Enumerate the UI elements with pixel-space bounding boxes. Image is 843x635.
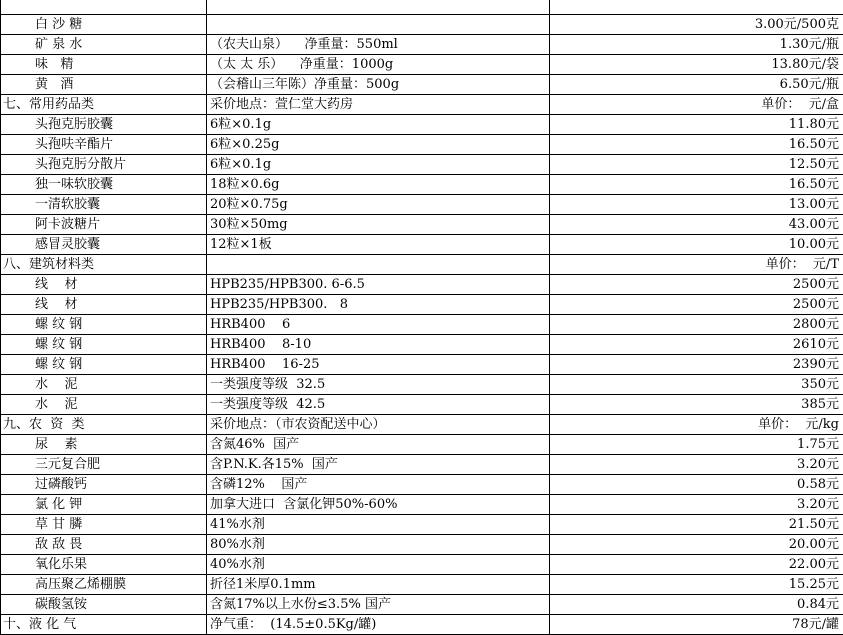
spec-cell[interactable]: 40%水剂 bbox=[207, 555, 550, 575]
spec-cell[interactable]: HRB400 8-10 bbox=[207, 335, 550, 355]
table-row bbox=[1, 115, 843, 135]
spec-cell[interactable]: 一类强度等级 42.5 bbox=[207, 395, 550, 415]
price-cell[interactable]: 350元 bbox=[550, 375, 843, 395]
table-row bbox=[1, 275, 843, 295]
table-row bbox=[1, 195, 843, 215]
table-row bbox=[1, 555, 843, 575]
table-row bbox=[1, 175, 843, 195]
table-row bbox=[1, 235, 843, 255]
item-name-cell[interactable]: 氧化乐果 bbox=[1, 555, 207, 575]
price-cell[interactable]: 21.50元 bbox=[550, 515, 843, 535]
table-row bbox=[1, 0, 843, 15]
table-row bbox=[1, 55, 843, 75]
table-row bbox=[1, 355, 843, 375]
table-row bbox=[1, 35, 843, 55]
item-name-cell[interactable]: 矿 泉 水 bbox=[1, 35, 207, 55]
table-row bbox=[1, 335, 843, 355]
price-cell[interactable]: 22.00元 bbox=[550, 555, 843, 575]
table-row bbox=[1, 315, 843, 335]
category-row bbox=[1, 95, 843, 115]
spec-cell[interactable]: 6粒×0.1g bbox=[207, 115, 550, 135]
price-cell[interactable]: 2390元 bbox=[550, 355, 843, 375]
spec-cell[interactable]: 采价地点：萱仁堂大药房 bbox=[207, 95, 550, 115]
item-name-cell[interactable]: 线 材 bbox=[1, 295, 207, 315]
table-row bbox=[1, 395, 843, 415]
spec-cell[interactable]: 6粒×0.1g bbox=[207, 155, 550, 175]
spec-cell[interactable]: 含P.N.K.各15% 国产 bbox=[207, 455, 550, 475]
price-cell[interactable]: 11.80元 bbox=[550, 115, 843, 135]
price-cell[interactable]: 13.80元/袋 bbox=[550, 55, 843, 75]
price-cell[interactable]: 1.30元/瓶 bbox=[550, 35, 843, 55]
item-name-cell[interactable]: 碳酸氢铵 bbox=[1, 595, 207, 615]
price-cell[interactable]: 385元 bbox=[550, 395, 843, 415]
price-cell[interactable]: 20.00元 bbox=[550, 535, 843, 555]
item-name-cell[interactable]: 螺 纹 钢 bbox=[1, 335, 207, 355]
category-cell[interactable]: 八、建筑材料类 bbox=[1, 255, 207, 275]
spec-cell[interactable]: （农夫山泉） 净重量：550ml bbox=[207, 35, 550, 55]
spec-cell[interactable]: 含氮46% 国产 bbox=[207, 435, 550, 455]
item-name-cell[interactable]: 头孢克肟胶囊 bbox=[1, 115, 207, 135]
spec-cell[interactable]: 含磷12% 国产 bbox=[207, 475, 550, 495]
spec-cell[interactable]: HPB235/HPB300. 6-6.5 bbox=[207, 275, 550, 295]
table-row bbox=[1, 515, 843, 535]
spec-cell[interactable]: 含氮17%以上水份≤3.5% 国产 bbox=[207, 595, 550, 615]
price-cell[interactable]: 2500元 bbox=[550, 275, 843, 295]
price-cell[interactable]: 2610元 bbox=[550, 335, 843, 355]
price-cell[interactable]: 单价： 元/kg bbox=[550, 415, 843, 435]
price-cell[interactable]: 0.58元 bbox=[550, 475, 843, 495]
spec-cell[interactable]: 一类强度等级 32.5 bbox=[207, 375, 550, 395]
table-row bbox=[1, 475, 843, 495]
spec-cell[interactable]: 采价地点：（市农资配送中心） bbox=[207, 415, 550, 435]
item-name-cell[interactable]: 独一味软胶囊 bbox=[1, 175, 207, 195]
spec-cell[interactable] bbox=[207, 15, 550, 35]
spec-cell[interactable]: 折径1米厚0.1mm bbox=[207, 575, 550, 595]
spec-cell[interactable] bbox=[207, 0, 550, 15]
price-cell[interactable]: 单价： 元/盒 bbox=[550, 95, 843, 115]
item-name-cell[interactable]: 线 材 bbox=[1, 275, 207, 295]
price-cell[interactable]: 16.50元 bbox=[550, 175, 843, 195]
price-cell[interactable]: 78元/罐 bbox=[550, 615, 843, 635]
spec-cell[interactable]: 80%水剂 bbox=[207, 535, 550, 555]
spec-cell[interactable]: 18粒×0.6g bbox=[207, 175, 550, 195]
item-name-cell[interactable]: 阿卡波糖片 bbox=[1, 215, 207, 235]
price-cell[interactable]: 1.75元 bbox=[550, 435, 843, 455]
item-name-cell[interactable]: 螺 纹 钢 bbox=[1, 355, 207, 375]
item-name-cell[interactable]: 过磷酸钙 bbox=[1, 475, 207, 495]
price-cell[interactable]: 2800元 bbox=[550, 315, 843, 335]
item-name-cell[interactable]: 尿 素 bbox=[1, 435, 207, 455]
price-cell[interactable]: 3.00元/500克 bbox=[550, 15, 843, 35]
table-row bbox=[1, 595, 843, 615]
item-name-cell[interactable]: 黄 酒 bbox=[1, 75, 207, 95]
table-row bbox=[1, 375, 843, 395]
spec-cell[interactable] bbox=[207, 255, 550, 275]
price-cell[interactable]: 2500元 bbox=[550, 295, 843, 315]
price-cell[interactable]: 13.00元 bbox=[550, 195, 843, 215]
item-name-cell[interactable]: 头孢克肟分散片 bbox=[1, 155, 207, 175]
spec-cell[interactable]: 20粒×0.75g bbox=[207, 195, 550, 215]
item-name-cell[interactable]: 感冒灵胶囊 bbox=[1, 235, 207, 255]
price-cell[interactable]: 16.50元 bbox=[550, 135, 843, 155]
item-name-cell[interactable]: 水 泥 bbox=[1, 375, 207, 395]
table-row bbox=[1, 495, 843, 515]
category-cell[interactable]: 七、常用药品类 bbox=[1, 95, 207, 115]
category-cell[interactable]: 九、农 资 类 bbox=[1, 415, 207, 435]
item-name-cell[interactable]: 水 泥 bbox=[1, 395, 207, 415]
table-row bbox=[1, 535, 843, 555]
price-cell[interactable]: 6.50元/瓶 bbox=[550, 75, 843, 95]
spec-cell[interactable]: 30粒×50mg bbox=[207, 215, 550, 235]
item-name-cell[interactable]: 一清软胶囊 bbox=[1, 195, 207, 215]
item-name-cell[interactable]: 草 甘 膦 bbox=[1, 515, 207, 535]
table-row bbox=[1, 295, 843, 315]
item-name-cell[interactable]: 螺 纹 钢 bbox=[1, 315, 207, 335]
price-cell[interactable]: 10.00元 bbox=[550, 235, 843, 255]
spec-cell[interactable]: HRB400 16-25 bbox=[207, 355, 550, 375]
spec-cell[interactable]: HPB235/HPB300. 8 bbox=[207, 295, 550, 315]
category-row bbox=[1, 415, 843, 435]
item-name-cell[interactable]: 白 沙 糖 bbox=[1, 15, 207, 35]
price-cell[interactable]: 15.25元 bbox=[550, 575, 843, 595]
spec-cell[interactable]: （会稽山三年陈）净重量：500g bbox=[207, 75, 550, 95]
table-row bbox=[1, 215, 843, 235]
table-row bbox=[1, 455, 843, 475]
spec-cell[interactable]: 41%水剂 bbox=[207, 515, 550, 535]
price-cell[interactable]: 3.20元 bbox=[550, 455, 843, 475]
spec-cell[interactable]: 6粒×0.25g bbox=[207, 135, 550, 155]
table-row bbox=[1, 155, 843, 175]
spec-cell[interactable]: 净气重： (14.5±0.5Kg/罐) bbox=[207, 615, 550, 635]
price-cell[interactable]: 43.00元 bbox=[550, 215, 843, 235]
price-cell[interactable]: 单价： 元/T bbox=[550, 255, 843, 275]
item-name-cell[interactable]: 味 精 bbox=[1, 55, 207, 75]
table-row bbox=[1, 15, 843, 35]
spec-cell[interactable]: HRB400 6 bbox=[207, 315, 550, 335]
table-row bbox=[1, 575, 843, 595]
price-cell[interactable]: 0.84元 bbox=[550, 595, 843, 615]
price-cell[interactable]: 12.50元 bbox=[550, 155, 843, 175]
item-name-cell[interactable]: 头孢呋辛酯片 bbox=[1, 135, 207, 155]
price-cell[interactable]: 3.20元 bbox=[550, 495, 843, 515]
table-row bbox=[1, 435, 843, 455]
item-name-cell[interactable]: 三元复合肥 bbox=[1, 455, 207, 475]
category-row bbox=[1, 255, 843, 275]
item-name-cell[interactable]: 高压聚乙烯棚膜 bbox=[1, 575, 207, 595]
category-row bbox=[1, 615, 843, 635]
item-name-cell[interactable] bbox=[1, 0, 207, 15]
table-row bbox=[1, 135, 843, 155]
price-cell[interactable] bbox=[550, 0, 843, 15]
spec-cell[interactable]: 12粒×1板 bbox=[207, 235, 550, 255]
table-row bbox=[1, 75, 843, 95]
item-name-cell[interactable]: 敌 敌 畏 bbox=[1, 535, 207, 555]
item-name-cell[interactable]: 氯 化 钾 bbox=[1, 495, 207, 515]
spec-cell[interactable]: （太 太 乐） 净重量：1000g bbox=[207, 55, 550, 75]
price-table-body bbox=[1, 0, 843, 635]
spec-cell[interactable]: 加拿大进口 含氯化钾50%-60% bbox=[207, 495, 550, 515]
category-cell[interactable]: 十、液 化 气 bbox=[1, 615, 207, 635]
